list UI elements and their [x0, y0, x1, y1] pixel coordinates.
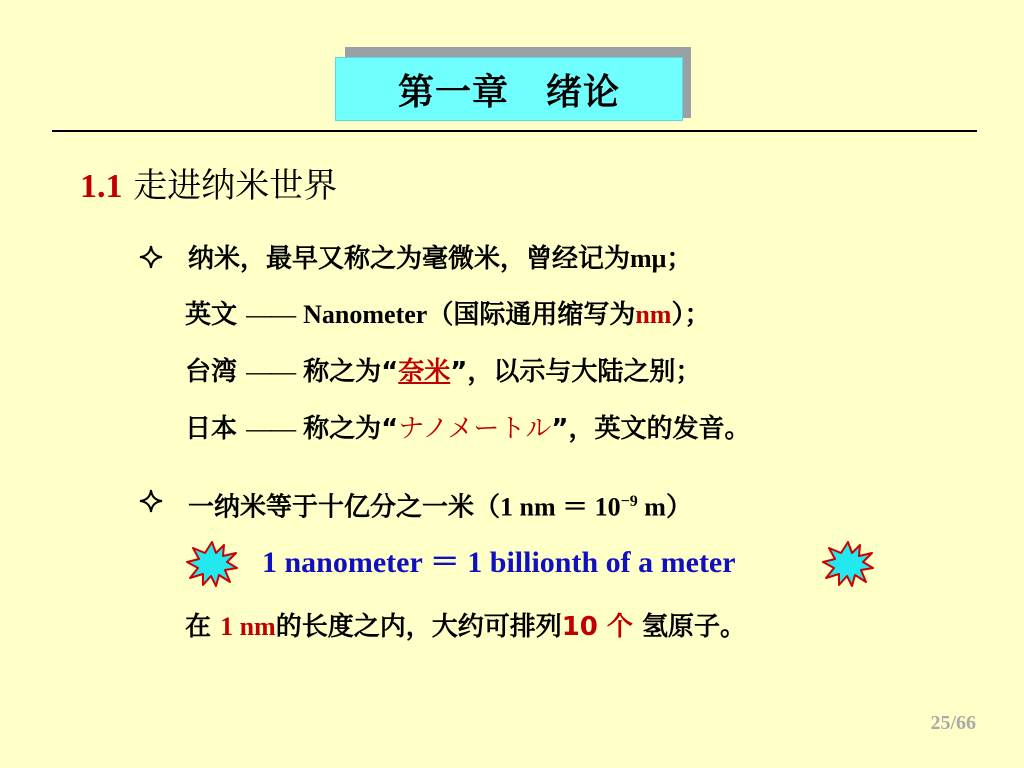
bullet-2-exponent: −9 — [620, 493, 638, 510]
atoms-length: 1 nm — [220, 612, 276, 641]
title-divider — [52, 130, 977, 132]
page-number: 25/66 — [930, 712, 976, 734]
section-title: 走进纳米世界 — [133, 166, 338, 206]
bullet-2-formula-a: 1 nm ＝ 10 — [500, 492, 621, 522]
atoms-count: 10 个 — [561, 612, 633, 642]
english-word: Nanometer — [303, 300, 428, 329]
english-line — [185, 298, 710, 332]
english-paren-close: ）； — [671, 300, 711, 330]
taiwan-label: 台湾 — [185, 357, 238, 387]
taiwan-rest: ”，以示与大陆之别； — [450, 357, 702, 387]
english-def-left: 1 nanometer — [262, 546, 430, 579]
bullet-1-symbol: mμ — [630, 244, 667, 273]
section-number: 1.1 — [80, 168, 123, 205]
japan-rest: ”，英文的发音。 — [551, 414, 751, 444]
japan-label: 日本 — [185, 414, 238, 444]
atoms-line — [185, 610, 746, 644]
japan-line — [185, 412, 750, 446]
english-dash: —— — [246, 300, 295, 329]
bullet-2-formula-b: m — [637, 492, 666, 522]
japan-dash: —— — [246, 414, 295, 443]
japan-term: ナノメートル — [398, 414, 552, 444]
taiwan-say: 称之为“ — [303, 357, 399, 387]
bullet-1-cn: 纳米，最早又称之为毫微米，曾经记为 — [188, 244, 631, 274]
english-paren-open: （国际通用缩写为 — [427, 300, 636, 330]
section-heading — [80, 166, 337, 207]
taiwan-dash: —— — [246, 357, 295, 386]
english-label: 英文 — [185, 300, 238, 330]
bullet-2-text — [188, 485, 692, 525]
atoms-mid: 的长度之内，大约可排列 — [275, 612, 562, 642]
bullet-2-close: ） — [665, 492, 692, 523]
bullet-1-text — [188, 242, 692, 276]
english-abbr: nm — [635, 300, 672, 329]
diamond-bullet-icon — [138, 488, 164, 514]
starburst-icon — [186, 541, 238, 587]
bullet-2-cn: 一纳米等于十亿分之一米（ — [188, 492, 501, 523]
japan-say: 称之为“ — [303, 414, 399, 444]
taiwan-line — [185, 355, 701, 389]
english-def-right: 1 billionth of a meter — [459, 546, 736, 579]
diamond-bullet-icon — [138, 244, 164, 270]
slide-title: 第一章 绪论 — [335, 57, 683, 121]
atoms-post: 氢原子。 — [632, 612, 746, 642]
starburst-icon — [822, 541, 874, 587]
english-def-eq: ＝ — [429, 545, 460, 580]
bullet-1-end: ； — [666, 244, 693, 274]
taiwan-term: 奈米 — [398, 357, 451, 387]
english-definition — [262, 545, 736, 581]
atoms-pre: 在 — [185, 612, 221, 642]
